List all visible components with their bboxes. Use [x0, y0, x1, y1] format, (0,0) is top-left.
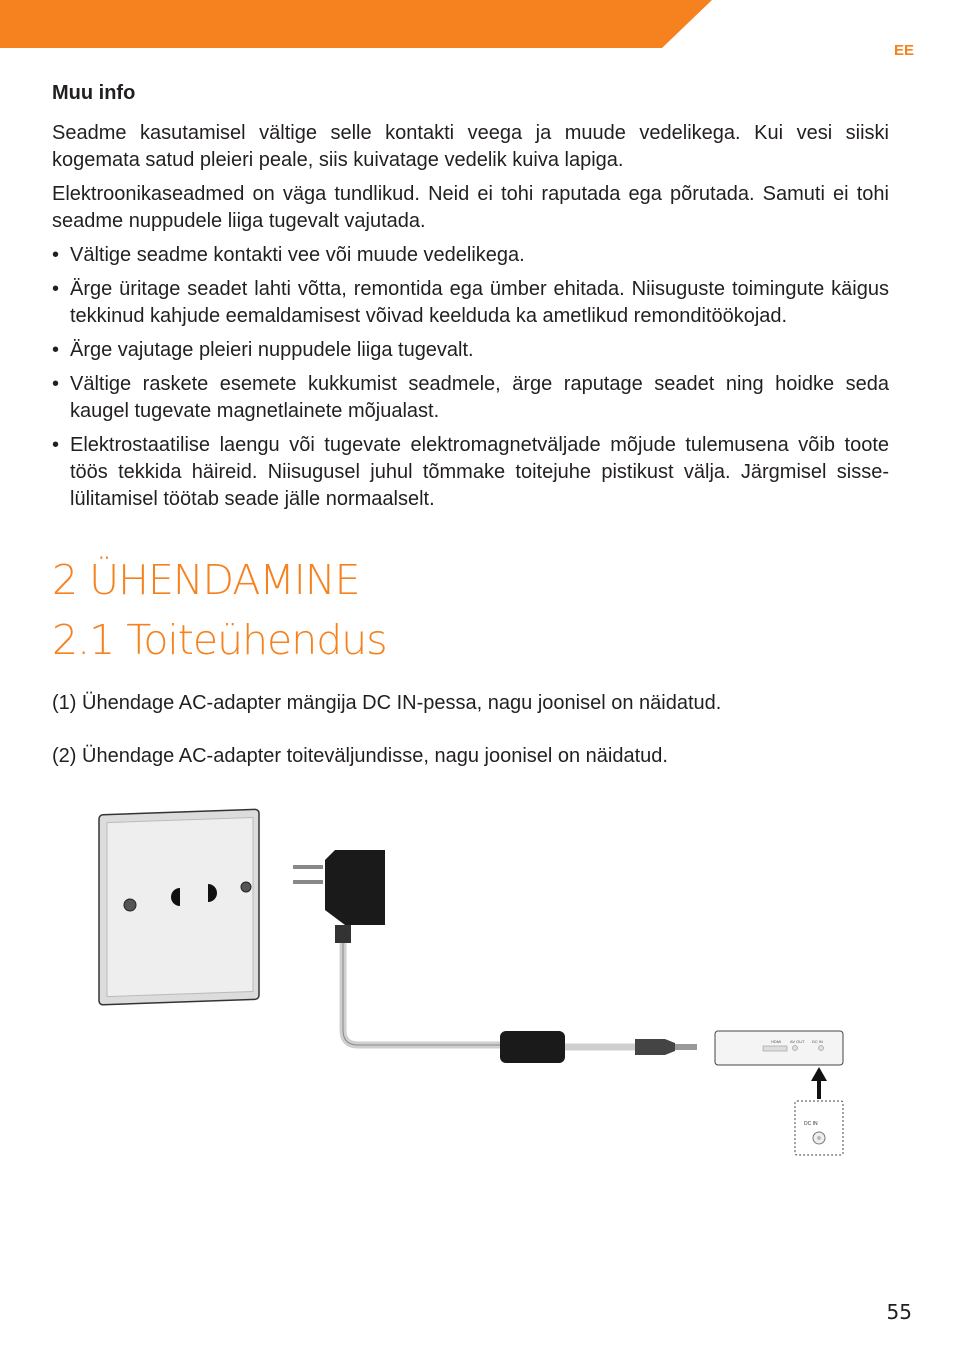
step-2: (2) Ühendage AC-adapter toiteväljundisse, nagu joonisel on näidatud.	[52, 745, 668, 767]
wall-socket-illustration	[99, 809, 259, 1005]
list-item: • Ärge üritage seadet lahti võtta, remontida ega ümber ehitada. Niisuguste toimingute käigus tekkinud kahjude eemaldamisest võivad keelduda ka ametlikud remonditöökojad.	[52, 276, 889, 330]
dc-in-callout-label: DC IN	[804, 1121, 818, 1127]
device-port-label: AV OUT	[790, 1039, 805, 1044]
page-number: 55	[886, 1300, 912, 1324]
section-title: 2.1 Toiteühendus	[52, 616, 387, 664]
power-connection-illustration	[95, 805, 855, 1165]
chapter-title: 2 ÜHENDAMINE	[52, 556, 360, 604]
language-tag: EE	[893, 42, 914, 59]
section-heading: Muu info	[52, 82, 136, 104]
ac-adapter-illustration	[293, 850, 697, 1063]
device-port-label: DC IN	[812, 1039, 823, 1044]
step-1: (1) Ühendage AC-adapter mängija DC IN-pessa, nagu joonisel on näidatud.	[52, 692, 722, 714]
paragraph: Seadme kasutamisel vältige selle kontakti veega ja muude vedelikega. Kui vesi siiski kogemata satud pleieri peale, siis kuivatage vedelik kuiva lapiga.	[52, 122, 889, 171]
list-item: • Elektrostaatilise laengu või tugevate elektromagnetväljade mõjude tulemusena võib toote töös tekkida häireid. Niisugusel juhul tõmmake toitejuhe pistikust välja. Järgmisel sisse- lülitamisel töötab seade jälle normaalselt.	[52, 432, 889, 513]
other-info-section	[52, 80, 889, 520]
list-item: • Vältige raskete esemete kukkumist seadmele, ärge raputage seadet ning hoidke seda kaugel tugevate magnetlainete mõjualast.	[52, 371, 889, 425]
header-accent-bar	[0, 0, 954, 50]
device-port-label: HDMI	[771, 1039, 782, 1044]
arrow-up-icon	[811, 1067, 827, 1081]
paragraph: Elektroonikaseadmed on väga tundlikud. Neid ei tohi raputada ega põrutada. Samuti ei tohi seadme nuppudele liiga tugevalt vajutada.	[52, 183, 889, 232]
player-device-illustration	[715, 1031, 843, 1155]
list-item: • Ärge vajutage pleieri nuppudele liiga tugevalt.	[52, 337, 889, 364]
bullet-list	[52, 242, 889, 513]
list-item: • Vältige seadme kontakti vee või muude vedelikega.	[52, 242, 889, 269]
